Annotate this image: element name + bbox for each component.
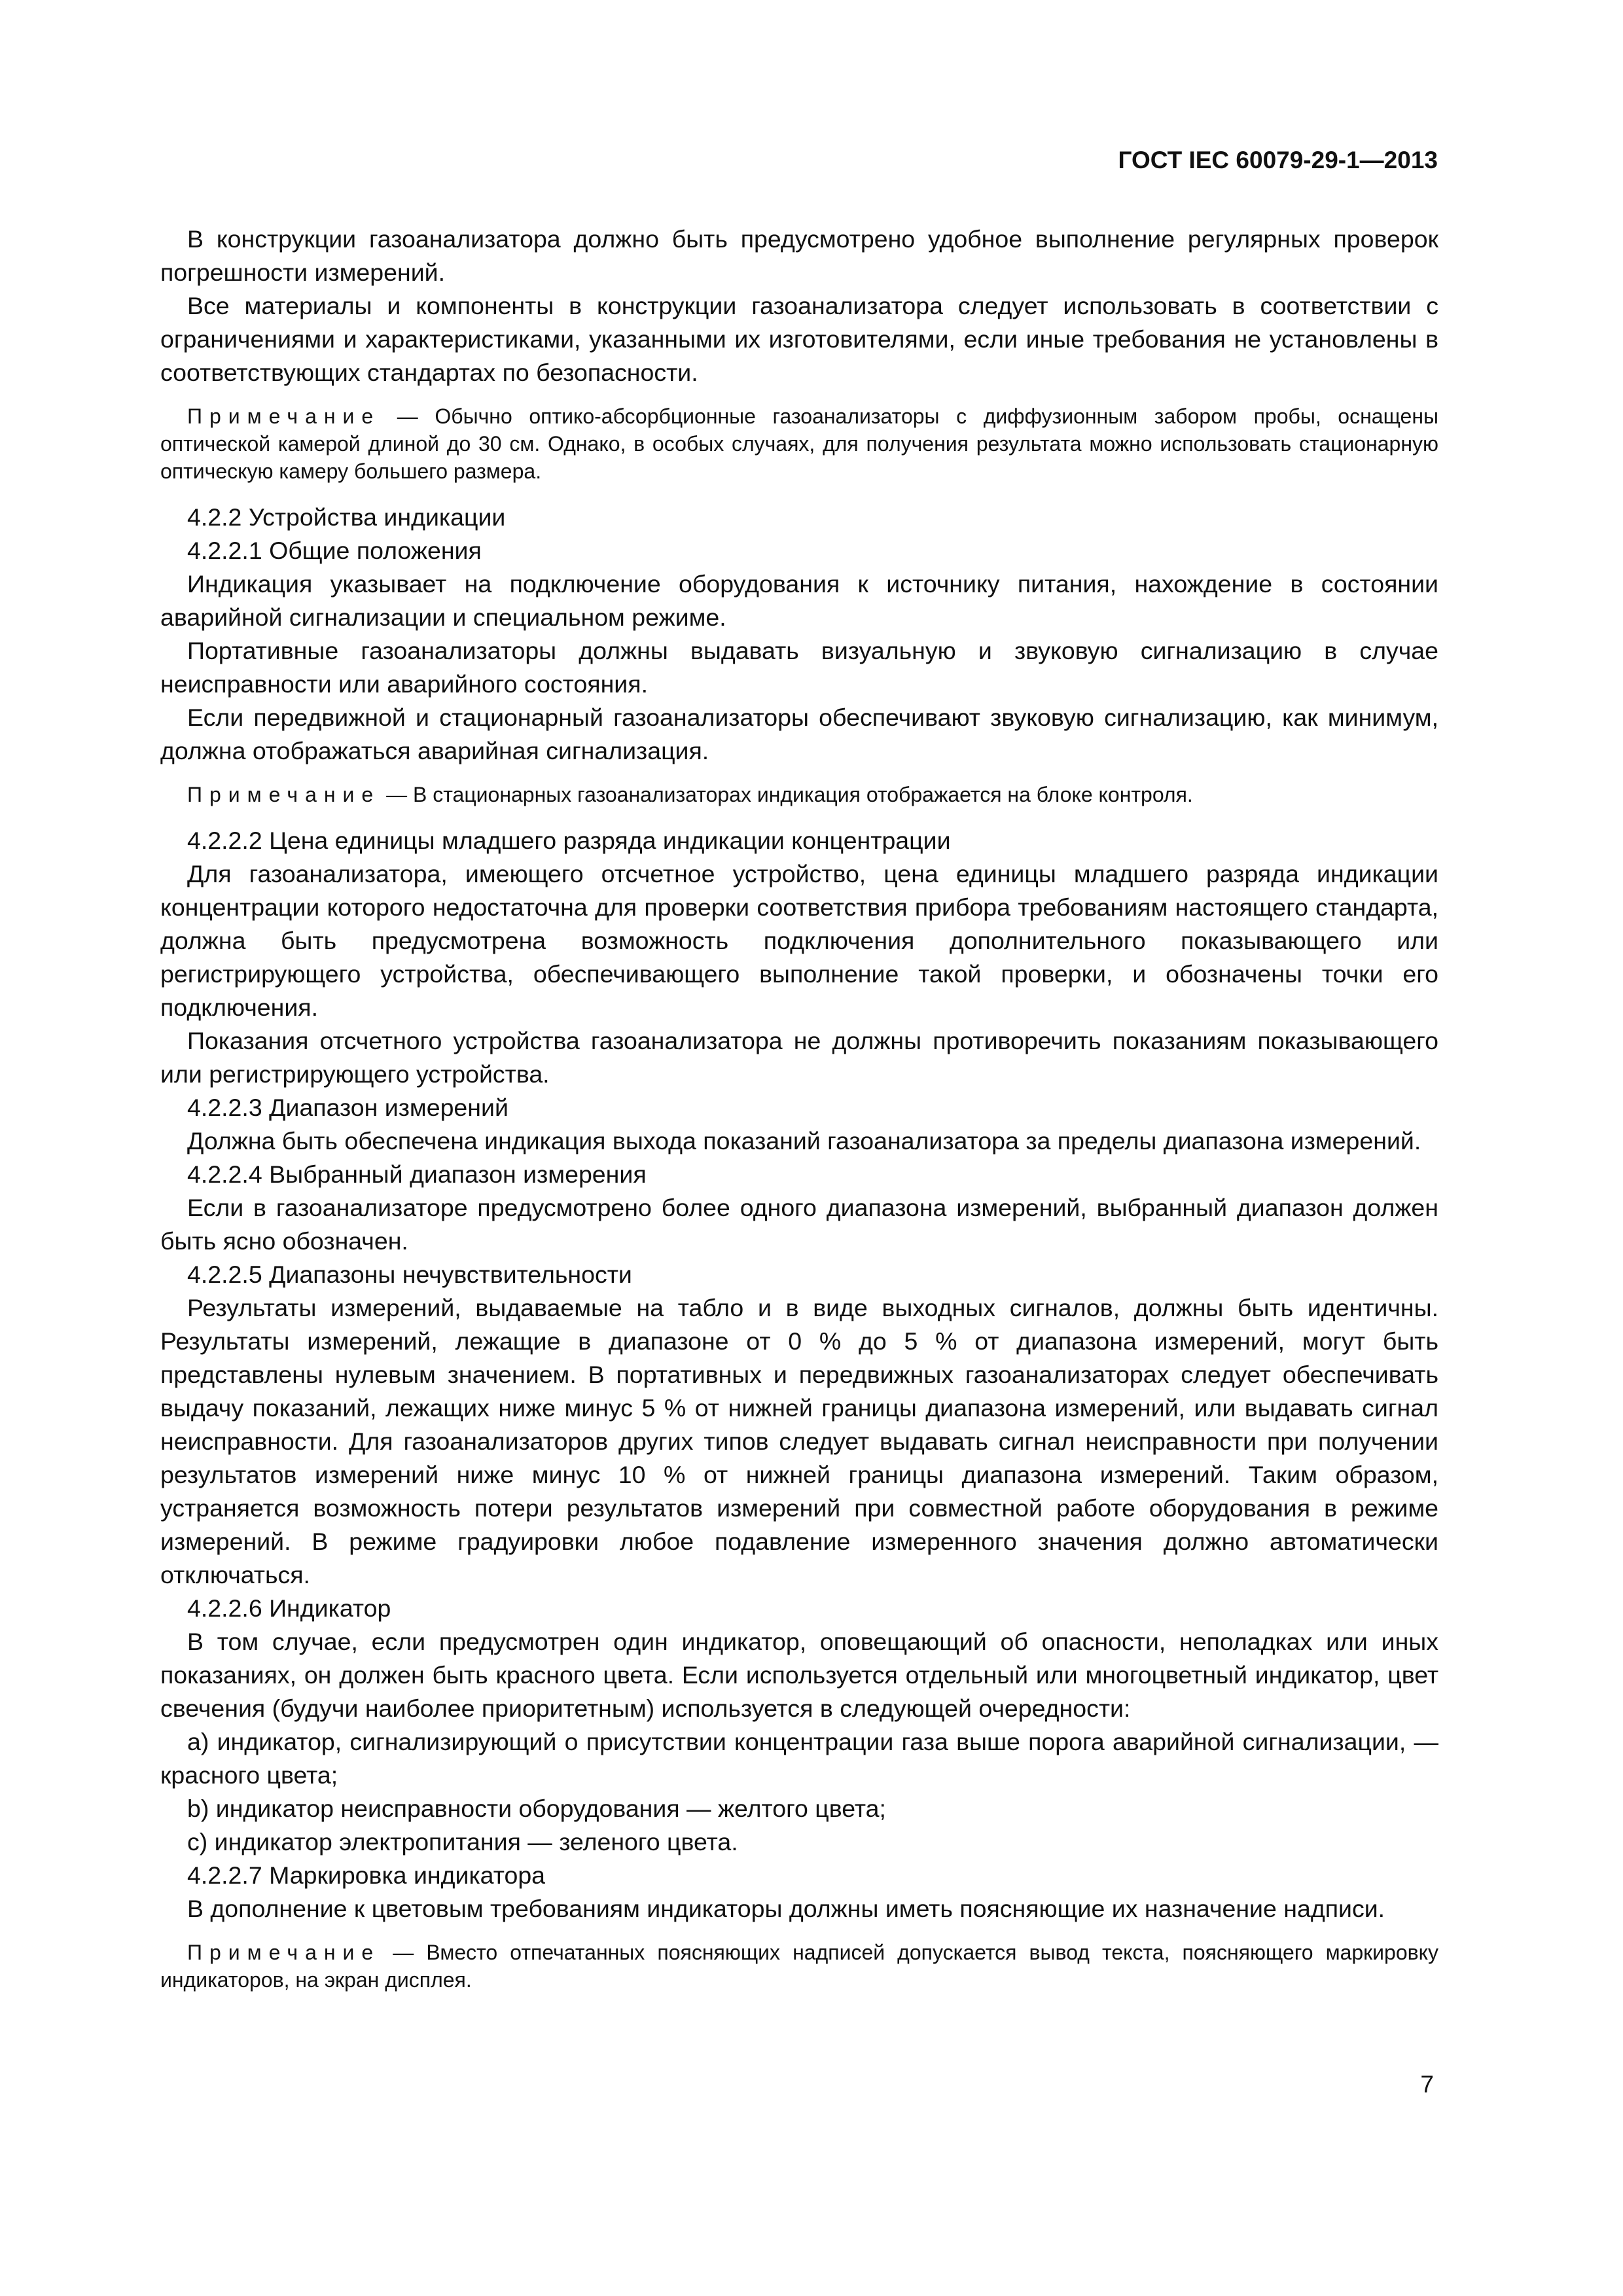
paragraph: В дополнение к цветовым требованиям индикаторы должны иметь поясняющие их назначение надписи.	[187, 1895, 1385, 1922]
section-heading: 4.2.2 Устройства индикации	[187, 503, 506, 531]
list-item: a) индикатор, сигнализирующий о присутствии концентрации газа выше порога аварийной сигнализации, — красного цвета;	[160, 1728, 1438, 1789]
note-text: — В стационарных газоанализаторах индикация отображается на блоке контроля.	[380, 783, 1193, 806]
document-body	[160, 223, 1438, 2009]
paragraph: Если передвижной и стационарный газоанализаторы обеспечивают звуковую сигнализацию, как минимум, должна отображаться аварийная сигнализация.	[160, 704, 1438, 764]
note-text: — Обычно оптико-абсорбционные газоанализаторы с диффузионным забором пробы, оснащены оптической камерой длиной до 30 см. Однако, в особых случаях, для получения результата можно использовать стационарную оптическую камеру большего размера.	[160, 404, 1438, 483]
section-heading: 4.2.2.5 Диапазоны нечувствительности	[187, 1261, 632, 1288]
note-label: Примечание	[187, 1941, 381, 1964]
note-label: Примечание	[187, 404, 381, 428]
note	[160, 781, 1438, 808]
section-heading: 4.2.2.6 Индикатор	[187, 1594, 391, 1622]
page-number: 7	[1420, 2071, 1434, 2098]
section-heading: 4.2.2.4 Выбранный диапазон измерения	[187, 1160, 647, 1188]
note	[160, 1939, 1438, 1994]
section-heading: 4.2.2.3 Диапазон измерений	[187, 1094, 508, 1121]
paragraph: Показания отсчетного устройства газоанализатора не должны противоречить показаниям показывающего или регистрирующего устройства.	[160, 1027, 1438, 1088]
paragraph: В конструкции газоанализатора должно быть предусмотрено удобное выполнение регулярных проверок погрешности измерений.	[160, 225, 1438, 286]
paragraph: Результаты измерений, выдаваемые на табло и в виде выходных сигналов, должны быть идентичны. Результаты измерений, лежащие в диапазоне от 0 % до 5 % от диапазона измерений, могут быть представлены нулевым значением. В портативных и передвижных газоанализаторах следует обеспечивать выдачу показаний, лежащих ниже минус 5 % от нижней границы диапазона измерений, или выдавать сигнал неисправности. Для газоанализаторов других типов следует выдавать сигнал неисправности при получении результатов измерений ниже минус 10 % от нижней границы диапазона измерений. Таким образом, устраняется возможность потери результатов измерений при совместной работе оборудования в режиме измерений. В режиме градуировки любое подавление измеренного значения должно автоматически отключаться.	[160, 1294, 1438, 1588]
paragraph: Должна быть обеспечена индикация выхода показаний газоанализатора за пределы диапазона измерений.	[187, 1127, 1421, 1155]
note-text: — Вместо отпечатанных поясняющих надписей допускается вывод текста, поясняющего маркировку индикаторов, на экран дисплея.	[160, 1941, 1438, 1992]
section-heading: 4.2.2.2 Цена единицы младшего разряда индикации концентрации	[187, 827, 951, 854]
paragraph: Портативные газоанализаторы должны выдавать визуальную и звуковую сигнализацию в случае неисправности или аварийного состояния.	[160, 637, 1438, 698]
paragraph: Индикация указывает на подключение оборудования к источнику питания, нахождение в состоянии аварийной сигнализации и специальном режиме.	[160, 570, 1438, 631]
note-label: Примечание	[187, 783, 381, 806]
section-heading: 4.2.2.1 Общие положения	[187, 537, 482, 564]
paragraph: Для газоанализатора, имеющего отсчетное устройство, цена единицы младшего разряда индикации концентрации которого недостаточна для проверки соответствия прибора требованиям настоящего стандарта, должна быть предусмотрена возможность подключения дополнительного показывающего или регистрирующего устройства, обеспечивающего выполнение такой проверки, и обозначены точки его подключения.	[160, 860, 1438, 1021]
paragraph: Все материалы и компоненты в конструкции газоанализатора следует использовать в соответствии с ограничениями и характеристиками, указанными их изготовителями, если иные требования не установлены в соответствующих стандартах по безопасности.	[160, 292, 1438, 386]
note	[160, 403, 1438, 485]
section-heading: 4.2.2.7 Маркировка индикатора	[187, 1861, 546, 1889]
list-item: c) индикатор электропитания — зеленого цвета.	[187, 1828, 738, 1856]
paragraph: В том случае, если предусмотрен один индикатор, оповещающий об опасности, неполадках или иных показаниях, он должен быть красного цвета. Если используется отдельный или многоцветный индикатор, цвет свечения (будучи наиболее приоритетным) используется в следующей очередности:	[160, 1628, 1438, 1722]
paragraph: Если в газоанализаторе предусмотрено более одного диапазона измерений, выбранный диапазон должен быть ясно обозначен.	[160, 1194, 1438, 1255]
standard-header: ГОСТ IEC 60079-29-1—2013	[1118, 147, 1438, 173]
list-item: b) индикатор неисправности оборудования — желтого цвета;	[187, 1795, 886, 1822]
